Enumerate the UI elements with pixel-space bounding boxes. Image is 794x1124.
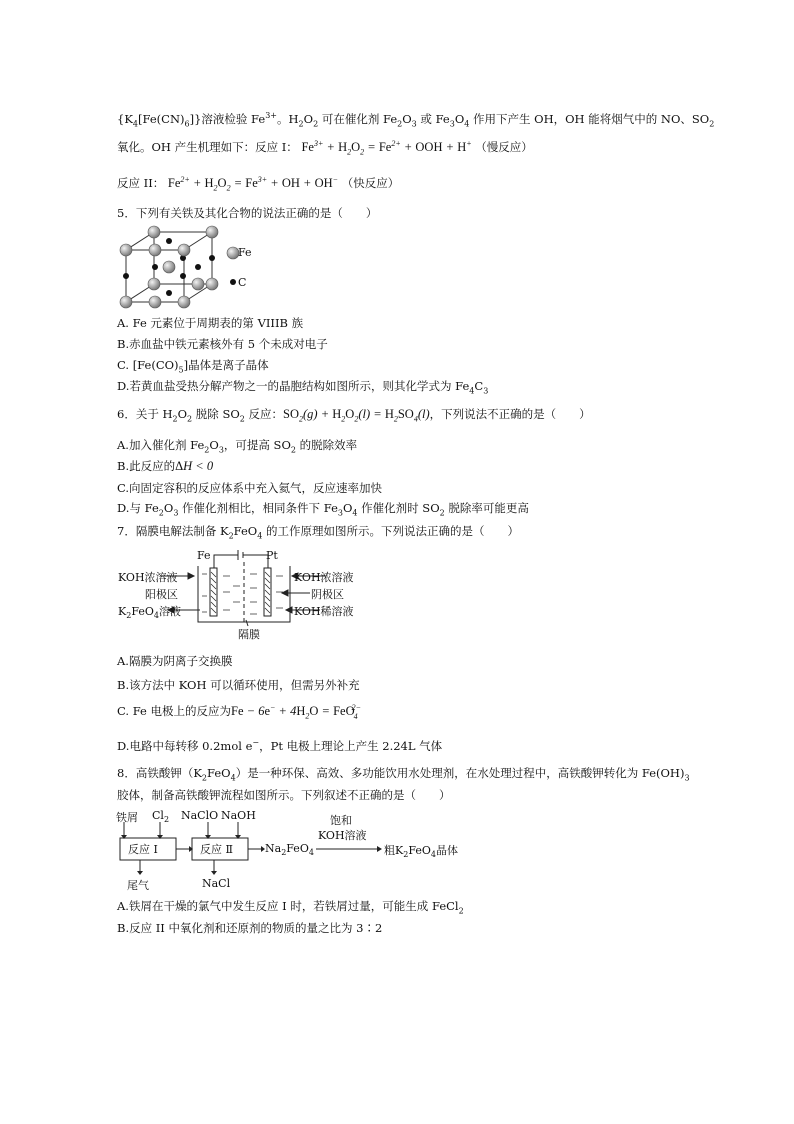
reaction-2-equation: $Fe^{2+} + H_2O_2 = Fe^{3+}$ + OH + OH− xyxy=(167,174,339,193)
right-inlet-label: KOH稀溶液 xyxy=(294,605,354,618)
flow-box-reaction-1: 反应 I xyxy=(128,843,158,856)
intro-line-1: $\{K_4[Fe(CN)_6]\}$溶液检验 $Fe^{3+}$。$H_2O_2$ 可在催化剂 $Fe_2O_3$ 或 $Fe_3O_4$ 作用下产生 OH，OH 能将烟气中的 NO、$SO_2$ xyxy=(117,111,715,129)
right-outlet-label: KOH浓溶液 xyxy=(294,571,354,584)
flow-condition-2: KOH溶液 xyxy=(318,829,367,842)
q6-option-b: B.此反应的ΔH < 0 xyxy=(117,459,214,473)
q8-option-a: A.铁屑在干燥的氯气中发生反应 I 时，若铁屑过量，可能生成 FeCl$_2$ xyxy=(117,899,464,916)
q6-option-a: A.加入催化剂 $Fe_2O_3$，可提高 $SO_2$ 的脱除效率 xyxy=(117,438,358,455)
fe-electrode-equation: $Fe - 6e^- + 4H_2O = FeO_4^{2-}$ xyxy=(231,702,362,721)
q7-option-b: B.该方法中 KOH 可以循环使用，但需另外补充 xyxy=(117,678,360,692)
q8-stem-line-2: 胶体，制备高铁酸钾流程如图所示。下列叙述不正确的是（ ） xyxy=(117,788,451,802)
flow-input-chlorine: $Cl_2$ xyxy=(152,809,170,825)
intro-line-3: 反应 II： $Fe^{2+} + H_2O_2 = Fe^{3+}$ + OH + OH− （快反应） xyxy=(117,174,400,193)
q5-option-d: D.若黄血盐受热分解产物之一的晶胞结构如图所示，则其化学式为 $Fe_4C_3$ xyxy=(117,379,489,396)
legend-c-icon xyxy=(230,279,236,285)
q8-option-b: B.反应 II 中氧化剂和还原剂的物质的量之比为 3∶2 xyxy=(117,921,383,935)
left-inlet-label: KOH浓溶液 xyxy=(118,571,178,584)
flow-condition-1: 饱和 xyxy=(330,814,352,827)
pt-electrode-label: Pt xyxy=(266,549,278,562)
q7-option-c: C. Fe 电极上的反应为$Fe - 6e^- + 4H_2O = FeO_4^{2-}$ xyxy=(117,703,368,719)
flow-intermediate: $Na_2FeO_4$ xyxy=(265,842,314,858)
cathode-region-label: 阴极区 xyxy=(311,588,344,601)
flow-output-nacl: NaCl xyxy=(202,877,231,890)
flow-output-tail-gas: 尾气 xyxy=(127,879,149,892)
q6-option-c: C.向固定容积的反应体系中充入氦气，反应速率加快 xyxy=(117,481,383,495)
flow-box-reaction-2: 反应 Ⅱ xyxy=(200,843,233,856)
flow-input-naoh: NaOH xyxy=(221,809,256,822)
q5-option-b: B.赤血盐中铁元素核外有 5 个未成对电子 xyxy=(117,337,328,351)
q7-option-a: A.隔膜为阴离子交换膜 xyxy=(117,654,233,668)
q7-stem: 7．隔膜电解法制备 $K_2FeO_4$ 的工作原理如图所示。下列说法正确的是（ ） xyxy=(117,524,519,541)
membrane-label: 隔膜 xyxy=(238,628,260,641)
flow-input-iron-filings: 铁屑 xyxy=(116,811,138,824)
crystal-cell-figure xyxy=(112,224,252,310)
intro-line-2: 氧化。OH 产生机理如下：反应 I： $Fe^{3+} + H_2O_2 = Fe^{2+}$ + OOH + H+ （慢反应） xyxy=(117,138,533,157)
fe-electrode-label: Fe xyxy=(197,549,211,562)
left-outlet-label: $K_2FeO_4$溶液 xyxy=(118,605,181,621)
flow-product: 粗$K_2FeO_4$晶体 xyxy=(384,844,458,860)
q6-option-d: D.与 $Fe_2O_3$ 作催化剂相比，相同条件下 $Fe_3O_4$ 作催化剂时 $SO_2$ 脱除率可能更高 xyxy=(117,501,529,518)
anode-region-label: 阳极区 xyxy=(145,588,178,601)
legend-c-label: C xyxy=(238,276,247,289)
q5-stem: 5．下列有关铁及其化合物的说法正确的是（ ） xyxy=(117,206,378,220)
legend-fe-label: Fe xyxy=(238,246,252,259)
reaction-1-equation: $Fe^{3+} + H_2O_2 = Fe^{2+}$ + OOH + H+ xyxy=(301,138,472,157)
q5-option-c: C. $[Fe(CO)_5]$晶体是离子晶体 xyxy=(117,358,269,375)
q6-equation: $SO_2(g) + H_2O_2(l) = H_2SO_4(l)$ xyxy=(283,407,430,424)
q7-option-d: D.电路中每转移 0.2mol e−，Pt 电极上理论上产生 2.24L 气体 xyxy=(117,738,443,753)
delta-h-expression: ΔH < 0 xyxy=(175,459,214,473)
q6-stem: 6．关于 $H_2O_2$ 脱除 $SO_2$ 反应：$SO_2(g) + H_2O_2(l) = H_2SO_4(l)$，下列说法不正确的是（ ） xyxy=(117,407,591,424)
q8-stem-line-1: 8．高铁酸钾$(K_2FeO_4)$是一种环保、高效、多功能饮用水处理剂，在水处理过程中，高铁酸钾转化为 $Fe(OH)_3$ xyxy=(117,766,690,783)
q5-option-a: A. Fe 元素位于周期表的第 VIIIB 族 xyxy=(117,316,304,330)
flow-input-naclo: NaClO xyxy=(181,809,219,822)
